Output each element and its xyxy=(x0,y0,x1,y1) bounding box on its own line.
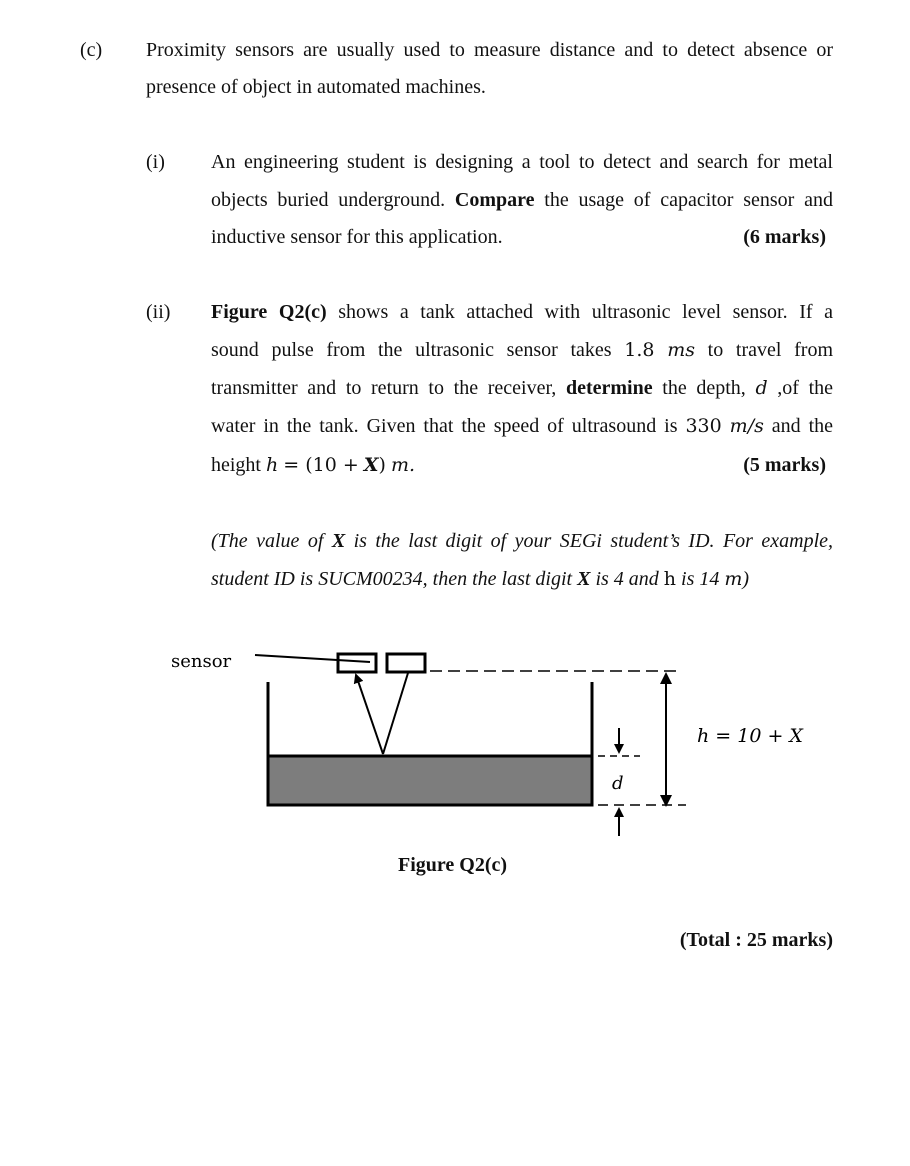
water-body xyxy=(268,756,592,805)
d-arrow-bottom xyxy=(614,807,624,817)
sub-ii-marks: (5 marks) xyxy=(743,454,826,476)
figure-caption: Figure Q2(c) xyxy=(398,854,508,876)
sub-i-line1: An engineering student is designing a tool to detect and search for metal xyxy=(211,151,833,173)
sub-ii-label: (ii) xyxy=(146,301,171,323)
sensor-pointer-line xyxy=(255,655,370,662)
ultrasound-path-up xyxy=(356,675,383,754)
sensor-label: sensor xyxy=(171,651,232,672)
sub-ii-line4: water in the tank. Given that the speed of ultrasound is 330 m/s and the xyxy=(211,415,834,437)
part-c-label: (c) xyxy=(80,39,103,61)
d-arrow-top xyxy=(614,744,624,754)
sub-ii-line5: height h = (10 + X) m. xyxy=(211,454,415,476)
sub-ii-line2: sound pulse from the ultrasonic sensor takes 1.8 ms to travel from xyxy=(211,339,834,361)
total-marks: (Total : 25 marks) xyxy=(679,929,833,951)
sub-i-line3: inductive sensor for this application. xyxy=(211,226,503,248)
sub-ii-line1: Figure Q2(c) shows a tank attached with ultrasonic level sensor. If a xyxy=(211,301,833,323)
receiver-box xyxy=(387,654,425,672)
sub-i-marks: (6 marks) xyxy=(743,226,826,248)
sub-i-line2: objects buried underground. Compare the usage of capacitor sensor and xyxy=(211,189,833,211)
note-line2: student ID is SUCM00234, then the last digit X is 4 and h is 14 m) xyxy=(211,568,750,590)
sub-ii-line3: transmitter and to return to the receiver, determine the depth, d ,of the xyxy=(211,377,834,399)
sub-i-label: (i) xyxy=(146,151,165,173)
h-arrow-top xyxy=(660,672,672,684)
d-label: d xyxy=(612,773,624,794)
part-c-intro-line1: Proximity sensors are usually used to measure distance and to detect absence or xyxy=(146,39,833,61)
ultrasound-path-down xyxy=(383,673,408,754)
note-line1: (The value of X is the last digit of your SEGi student’s ID. For example, xyxy=(211,530,834,552)
h-label: h = 10 + X xyxy=(697,725,803,747)
part-c-intro-line2: presence of object in automated machines. xyxy=(146,76,486,98)
transmitter-box xyxy=(338,654,376,672)
